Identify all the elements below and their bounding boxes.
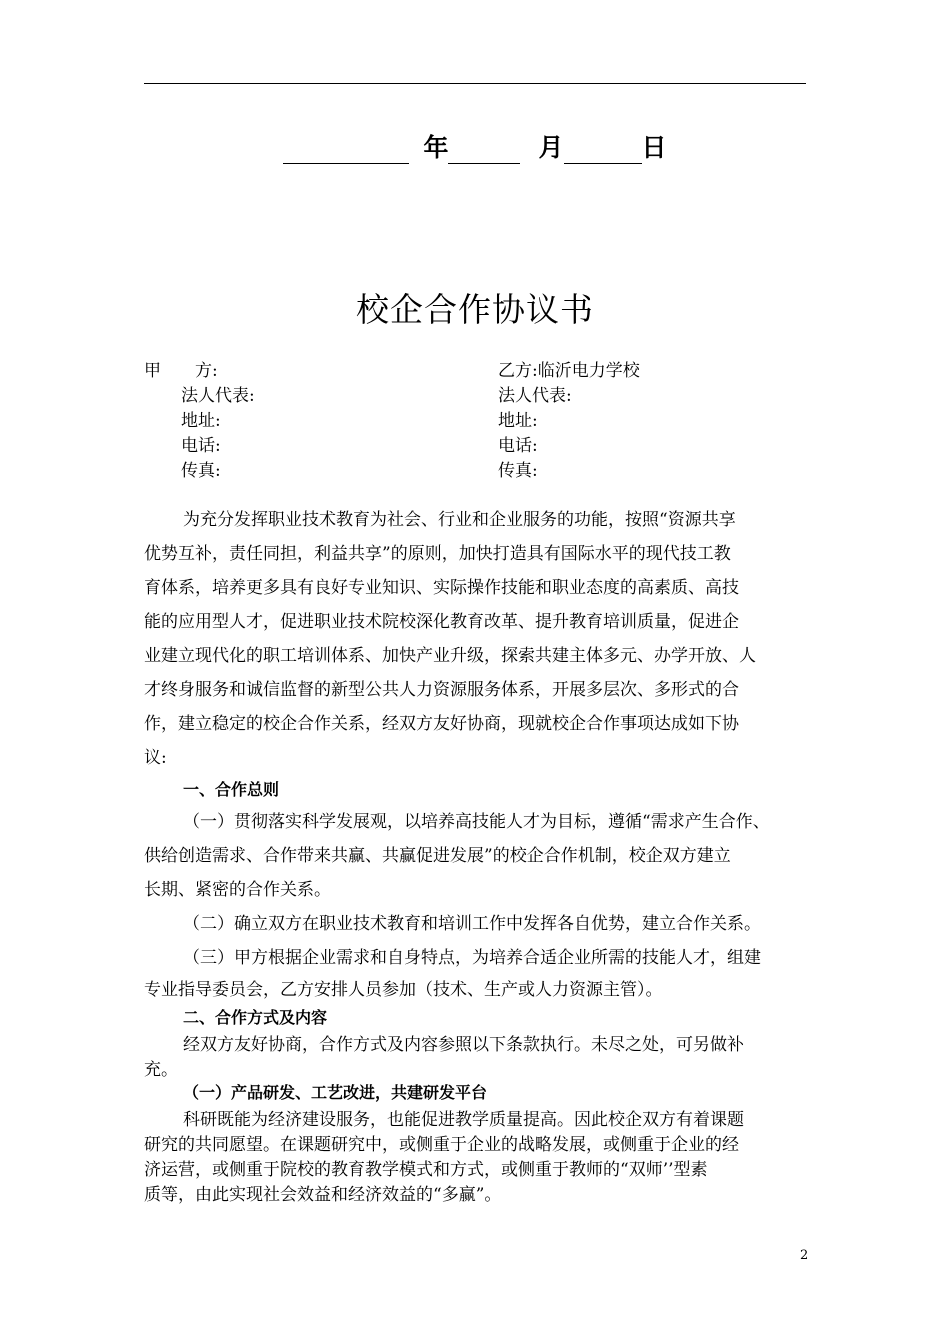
party-b-fax: 传真: (498, 461, 538, 481)
subsection-heading: （一）产品研发、工艺改进，共建研发平台 (183, 1083, 488, 1102)
clause-line: 专业指导委员会，乙方安排人员参加（技术、生产或人力资源主管）。 (144, 980, 663, 1000)
clause-line: （一）贯彻落实科学发展观，以培养高技能人才为目标，遵循“需求产生合作、 (183, 812, 770, 832)
header-rule (144, 83, 806, 84)
date-line (0, 128, 950, 164)
body-line: 研究的共同愿望。在课题研究中，或侧重于企业的战略发展，或侧重于企业的经 (144, 1135, 739, 1155)
day-label: 日 (641, 133, 667, 162)
intro-line: 优势互补，责任同担，利益共享”的原则，加快打造具有国际水平的现代技工教 (144, 544, 731, 564)
clause-line: 供给创造需求、合作带来共赢、共赢促进发展”的校企合作机制，校企双方建立 (144, 846, 731, 866)
party-b-phone: 电话: (498, 436, 538, 456)
intro-line: 作，建立稳定的校企合作关系，经双方友好协商，现就校企合作事项达成如下协 (144, 714, 739, 734)
party-a-label: 甲 方: (144, 361, 218, 381)
section-heading: 一、合作总则 (183, 780, 280, 799)
party-a-rep: 法人代表: (181, 386, 255, 406)
party-a-phone: 电话: (181, 436, 221, 456)
section-heading: 二、合作方式及内容 (183, 1008, 328, 1027)
party-a-address: 地址: (181, 411, 221, 431)
clause-line: （三）甲方根据企业需求和自身特点，为培养合适企业所需的技能人才，组建 (183, 948, 761, 968)
party-b-address: 地址: (498, 411, 538, 431)
party-b-rep: 法人代表: (498, 386, 572, 406)
intro-line: 议: (144, 748, 167, 768)
month-blank (448, 133, 520, 164)
page-number: 2 (800, 1248, 809, 1263)
intro-line: 才终身服务和诚信监督的新型公共人力资源服务体系，开展多层次、多形式的合 (144, 680, 739, 700)
clause-line: 长期、紧密的合作关系。 (144, 880, 331, 900)
body-line: 充。 (144, 1060, 178, 1080)
body-line: 质等，由此实现社会效益和经济效益的“多赢”。 (144, 1185, 502, 1205)
intro-line: 业建立现代化的职工培训体系、加快产业升级，探索共建主体多元、办学开放、人 (144, 646, 756, 666)
intro-line: 为充分发挥职业技术教育为社会、行业和企业服务的功能，按照“资源共享 (183, 510, 736, 530)
body-line: 济运营，或侧重于院校的教育教学模式和方式，或侧重于教师的“双师’’型素 (144, 1160, 708, 1180)
party-b-label: 乙方:临沂电力学校 (498, 361, 640, 381)
year-blank (283, 133, 409, 164)
year-label: 年 (423, 133, 449, 162)
body-line: 经双方友好协商，合作方式及内容参照以下条款执行。未尽之处，可另做补 (183, 1035, 744, 1055)
intro-line: 能的应用型人才，促进职业技术院校深化教育改革、提升教育培训质量，促进企 (144, 612, 739, 632)
day-blank (564, 133, 642, 164)
party-a-fax: 传真: (181, 461, 221, 481)
body-line: 科研既能为经济建设服务，也能促进教学质量提高。因此校企双方有着课题 (183, 1110, 744, 1130)
clause-line: （二）确立双方在职业技术教育和培训工作中发挥各自优势，建立合作关系。 (183, 914, 761, 934)
intro-line: 育体系，培养更多具有良好专业知识、实际操作技能和职业态度的高素质、高技 (144, 578, 739, 598)
month-label: 月 (538, 133, 564, 162)
document-title: 校企合作协议书 (356, 290, 594, 329)
